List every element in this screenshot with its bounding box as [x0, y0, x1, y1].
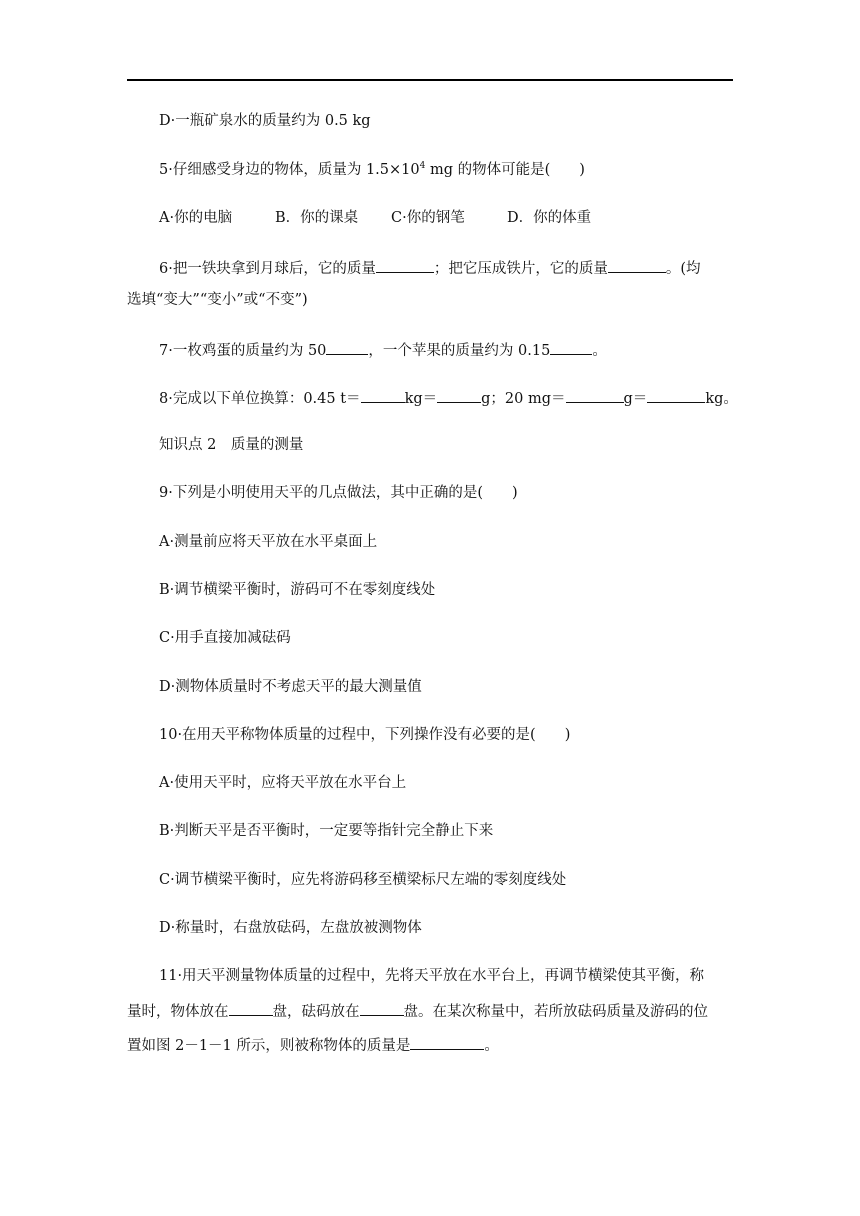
q11-blank-1 [229, 1000, 273, 1016]
q11-blank-2 [360, 1000, 404, 1016]
q5-option-d: D．你的体重 [507, 210, 592, 226]
q5-option-c: C·你的钢笔 [391, 210, 465, 226]
q4-option-d: D·一瓶矿泉水的质量约为 0.5 kg [159, 113, 371, 129]
q9-option-d: D·测物体质量时不考虑天平的最大测量值 [159, 679, 422, 695]
q5-stem: 5·仔细感受身边的物体，质量为 $1.5\times 10^4$ mg 的物体可能是( ) [159, 161, 585, 178]
q9-option-c: C·用手直接加减砝码 [159, 630, 291, 646]
q8-blank-2 [437, 387, 481, 403]
q5-option-a: A·你的电脑 [159, 210, 233, 226]
q10-option-a: A·使用天平时，应将天平放在水平台上 [159, 775, 407, 791]
q8-blank-1 [361, 387, 405, 403]
q7: 7·一枚鸡蛋的质量约为 50 ，一个苹果的质量约为 0.15 。 [159, 339, 607, 361]
q11-line1: 11·用天平测量物体质量的过程中，先将天平放在水平台上，再调节横梁使其平衡，称 [159, 968, 705, 984]
q5-options [159, 208, 591, 228]
q10-option-c: C·调节横梁平衡时，应先将游码移至横梁标尺左端的零刻度线处 [159, 872, 567, 888]
q10-option-b: B·判断天平是否平衡时，一定要等指针完全静止下来 [159, 823, 494, 839]
q8: 8·完成以下单位换算：0.45 t＝ kg＝ g；20 mg＝ g＝ kg。 [159, 387, 738, 409]
q6-line2: 选填“变大”“变小”或“不变”) [127, 292, 308, 308]
q11-line2: 量时，物体放在 盘，砝码放在 盘。在某次称量中，若所放砝码质量及游码的位 [127, 1000, 708, 1022]
q9-stem: 9·下列是小明使用天平的几点做法，其中正确的是( ) [159, 485, 518, 501]
q5-option-b: B．你的课桌 [275, 210, 359, 226]
q8-blank-3 [566, 387, 624, 403]
q10-stem: 10·在用天平称物体质量的过程中，下列操作没有必要的是( ) [159, 727, 571, 743]
q11-line3: 置如图 2－1－1 所示，则被称物体的质量是 。 [127, 1034, 499, 1056]
q7-blank-2 [550, 339, 592, 355]
q6-blank-1 [376, 257, 434, 273]
q8-blank-4 [647, 387, 705, 403]
q9-option-a: A·测量前应将天平放在水平桌面上 [159, 534, 378, 550]
q6-blank-2 [608, 257, 666, 273]
q11-blank-3 [410, 1034, 484, 1050]
header-rule [127, 79, 733, 81]
section-heading: 知识点 2 质量的测量 [159, 437, 304, 453]
q9-option-b: B·调节横梁平衡时，游码可不在零刻度线处 [159, 582, 436, 598]
q7-blank-1 [326, 339, 368, 355]
q10-option-d: D·称量时，右盘放砝码，左盘放被测物体 [159, 920, 422, 936]
q6-line1: 6·把一铁块拿到月球后，它的质量 ；把它压成铁片，它的质量 。(均 [159, 257, 701, 279]
